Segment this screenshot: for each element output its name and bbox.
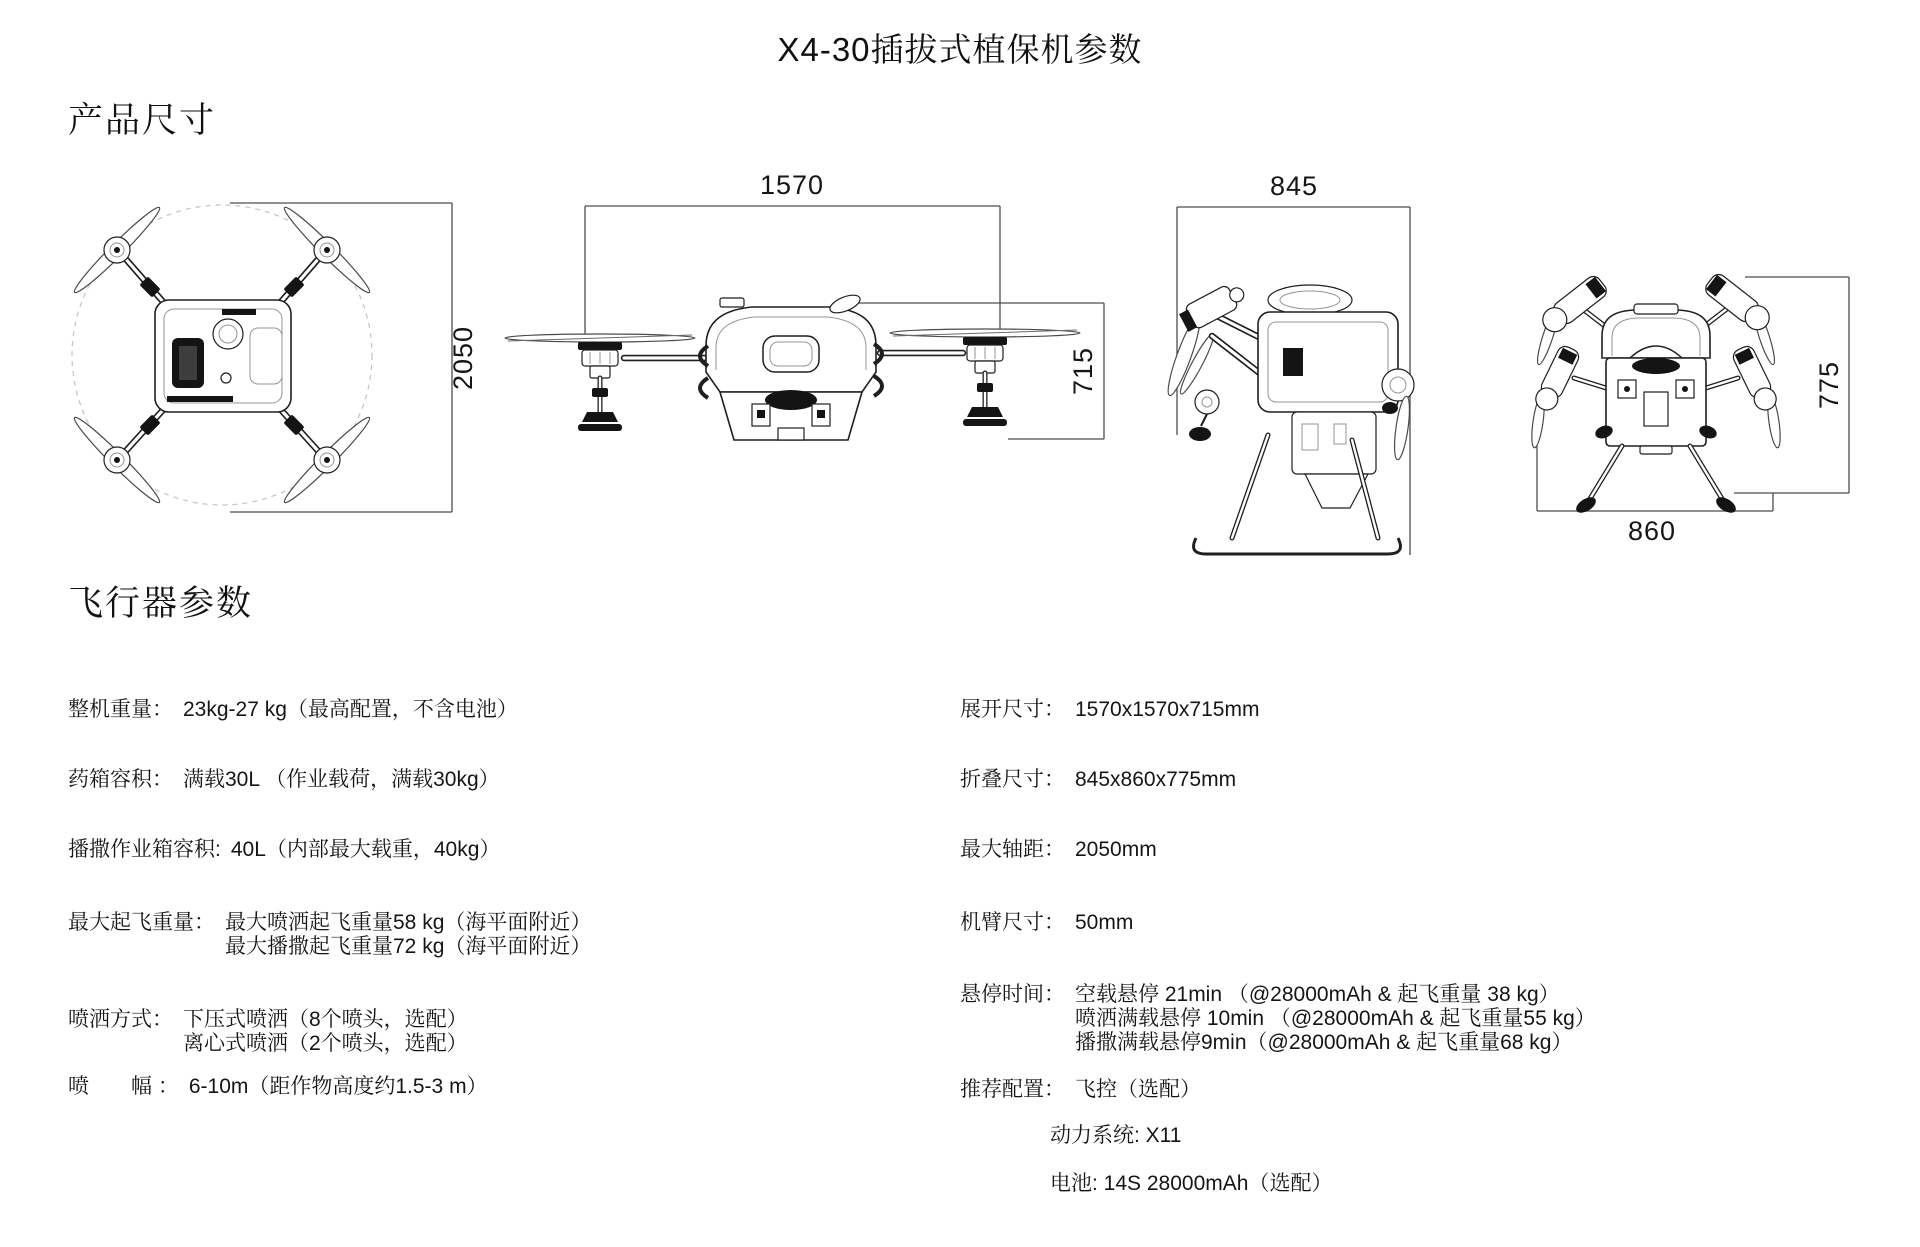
spec-label: 展开尺寸： [960, 698, 1065, 721]
spec-value: 动力系统: X11 [1050, 1124, 1182, 1147]
spec-row-tank-capacity [68, 768, 500, 792]
spec-label: 最大起飞重量： [68, 911, 215, 934]
front-center-body [700, 292, 882, 440]
spec-label: 整机重量： [68, 698, 173, 721]
spec-row-unfolded-size [960, 698, 1259, 722]
front-left-motor-assembly [505, 334, 705, 431]
spec-row-max-wheelbase [960, 838, 1157, 862]
rear-folded-drone [1529, 271, 1782, 516]
spec-row-recommended-config [960, 1078, 1201, 1102]
spec-label: 推荐配置： [960, 1078, 1065, 1101]
spec-row-arm-size [960, 911, 1133, 935]
spec-value: 下压式喷洒（8个喷头，选配） [183, 1008, 468, 1031]
spec-label: 播撒作业箱容积: [68, 838, 221, 861]
dimension-label-775: 775 [1814, 360, 1844, 410]
spec-row-spray-method [68, 1008, 468, 1056]
spec-label: 药箱容积： [68, 768, 173, 791]
rear-view-drawing [1529, 271, 1849, 546]
spec-value: 满载30L （作业载荷，满载30kg） [183, 768, 500, 791]
spec-row-total-weight [68, 698, 518, 722]
dimension-label-845: 845 [1269, 171, 1319, 201]
spec-value: 2050mm [1075, 838, 1157, 861]
folded-motor-pod [1538, 273, 1610, 336]
spec-label: 机臂尺寸： [960, 911, 1065, 934]
section-heading-aircraft-params: 飞行器参数 [68, 584, 254, 623]
spec-label: 悬停时间： [960, 983, 1065, 1006]
product-dimension-drawings [0, 140, 1920, 580]
spec-value: 最大喷洒起飞重量58 kg（海平面附近） [225, 911, 592, 934]
landing-foot [1573, 494, 1598, 516]
spec-value: 喷洒满载悬停 10min （@28000mAh & 起飞重量55 kg） [1075, 1007, 1596, 1030]
spec-row-max-takeoff-weight [68, 911, 591, 959]
side-folded-drone [1163, 279, 1414, 554]
spec-row-battery [1050, 1172, 1332, 1196]
spec-value: 845x860x775mm [1075, 768, 1237, 791]
spec-value: 1570x1570x715mm [1075, 698, 1260, 721]
spec-value: 50mm [1075, 911, 1134, 934]
spec-value: 飞控（选配） [1075, 1078, 1201, 1101]
spec-value: 播撒满载悬停9min（@28000mAh & 起飞重量68 kg） [1075, 1031, 1573, 1054]
drone-body-top [155, 300, 291, 412]
side-view-drawing [1163, 171, 1414, 555]
spec-label: 喷 幅 ： [68, 1075, 179, 1098]
tank-dome [1268, 285, 1352, 315]
spec-label: 最大轴距： [960, 838, 1065, 861]
landing-skid [1194, 538, 1401, 554]
dimension-label-860: 860 [1627, 516, 1677, 546]
spec-row-folded-size [960, 768, 1236, 792]
landing-foot [1713, 494, 1738, 516]
dimension-label-1570: 1570 [759, 170, 825, 200]
front-view-drawing [505, 170, 1104, 440]
folded-motor-pod [1703, 271, 1775, 334]
spec-value: 空载悬停 21min （@28000mAh & 起飞重量 38 kg） [1075, 983, 1560, 1006]
section-heading-product-size: 产品尺寸 [68, 101, 217, 140]
spec-value: 离心式喷洒（2个喷头，选配） [183, 1032, 468, 1055]
top-view-drawing [70, 203, 478, 512]
spec-value: 23kg-27 kg（最高配置，不含电池） [183, 698, 518, 721]
dimension-label-715: 715 [1068, 346, 1098, 396]
spec-row-spreader-capacity [68, 838, 500, 862]
spec-value: 6-10m（距作物高度约1.5-3 m） [188, 1075, 488, 1098]
page-title: X4-30插拔式植保机参数 [777, 31, 1143, 68]
spec-row-power-system [1050, 1124, 1181, 1148]
spec-label: 折叠尺寸： [960, 768, 1065, 791]
front-right-motor-assembly [880, 329, 1080, 426]
spec-label: 喷洒方式： [68, 1008, 173, 1031]
spec-value: 40L（内部最大载重，40kg） [230, 838, 501, 861]
spec-value: 最大播撒起飞重量72 kg（海平面附近） [225, 935, 592, 958]
spec-row-hover-time [960, 983, 1596, 1055]
dimension-label-2050: 2050 [448, 325, 478, 391]
spec-value: 电池: 14S 28000mAh（选配） [1050, 1172, 1333, 1195]
spec-row-spray-width [68, 1075, 488, 1099]
